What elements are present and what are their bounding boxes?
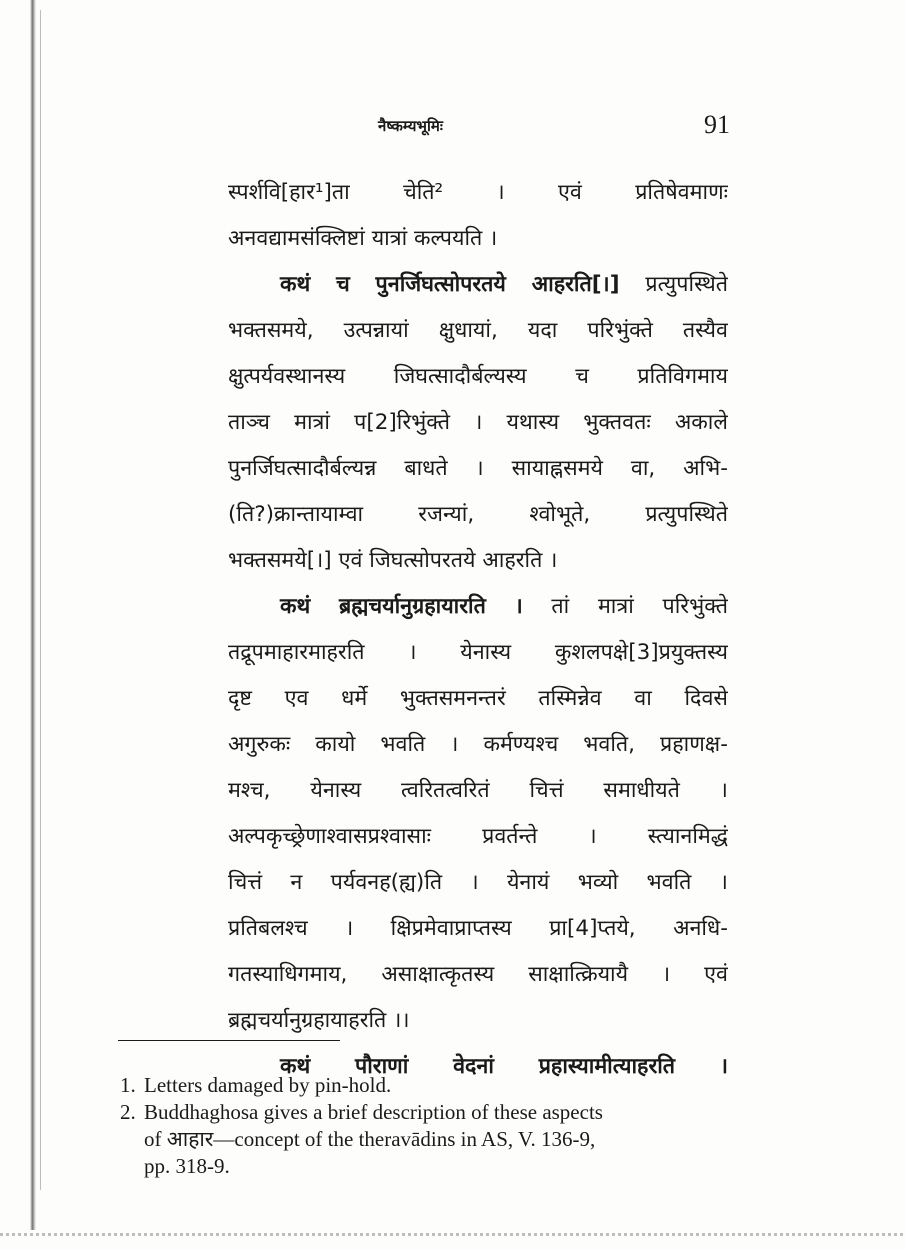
footnote-line: Buddhaghosa gives a brief description of these aspects: [144, 1100, 603, 1124]
word: साक्षात्क्रियायै: [528, 962, 629, 987]
word: कथं: [280, 1054, 311, 1079]
page-number: 91: [704, 110, 730, 139]
word: ।: [450, 732, 459, 757]
word: ।: [588, 824, 597, 849]
word: पुनर्जिघत्सोपरतये: [375, 272, 506, 297]
word: तद्रूपमाहारमाहरति: [228, 640, 365, 665]
word: ।: [474, 410, 483, 435]
text-line: [228, 630, 728, 676]
word: ब्रह्मचर्यानुग्रहायाहरति: [228, 1008, 387, 1033]
footnote-number: 2.: [120, 1100, 136, 1124]
word: दिवसे: [684, 686, 728, 711]
word: तां: [551, 594, 570, 619]
word: भक्तसमये[।]: [228, 548, 332, 573]
text-line: [228, 354, 728, 400]
text-line: [228, 722, 728, 768]
text-line: [228, 492, 728, 538]
word: ।: [719, 870, 728, 895]
text-line: [228, 538, 728, 584]
word: प्रतिबलश्च: [228, 916, 308, 941]
text-line: [228, 446, 728, 492]
word: अल्पकृच्छ्रेणाश्वासप्रश्वासाः: [228, 824, 432, 849]
word: आहरति: [482, 548, 543, 573]
word: च: [575, 364, 589, 389]
word: ।: [549, 548, 558, 573]
text-line: [228, 262, 728, 308]
word: मात्रां: [294, 410, 330, 435]
text-line: [228, 998, 728, 1044]
scan-bottom-edge: [0, 1233, 906, 1236]
word: प्रवर्तन्ते: [482, 824, 538, 849]
word: चित्तं: [529, 778, 564, 803]
word: समाधीयते: [603, 778, 680, 803]
word: ।: [345, 916, 354, 941]
footnote-line: Letters damaged by pin-hold.: [144, 1073, 392, 1097]
word: जिघत्सोपरतये: [369, 548, 476, 573]
word: क्षिप्रमेवाप्राप्तस्य: [390, 916, 512, 941]
word: क्षुत्पर्यवस्थानस्य: [228, 364, 346, 389]
word: रजन्यां,: [418, 502, 475, 527]
word: जिघत्सादौर्बल्यस्य: [393, 364, 527, 389]
word: प्रहाणक्ष-: [660, 732, 728, 757]
word: ।: [719, 1054, 728, 1079]
word: एवं: [338, 548, 363, 573]
word: ।: [408, 640, 417, 665]
word: पर्यवनह(ह्य)ति: [330, 870, 443, 895]
word: कथं: [280, 594, 311, 619]
text-line: [228, 584, 728, 630]
word: तस्यैव: [682, 318, 728, 343]
word: प्रत्युपस्थिते: [645, 502, 728, 527]
footnote-2: [120, 1099, 730, 1180]
word: प्रा[4]प्तये,: [549, 916, 636, 941]
word: कथं: [280, 272, 311, 297]
word: प[2]रिभुंक्ते: [354, 410, 451, 435]
word: ।: [514, 594, 523, 619]
text-line: [228, 308, 728, 354]
word: एवं: [558, 180, 582, 205]
word: भवति,: [583, 732, 636, 757]
word: प्रहास्यामीत्याहरति: [538, 1054, 676, 1079]
footnote-rule: [118, 1040, 340, 1041]
text-line: [228, 768, 728, 814]
word: अभि-: [683, 456, 728, 481]
text-line: [228, 814, 728, 860]
word: मात्रां: [597, 594, 634, 619]
word: त्वरितत्वरितं: [401, 778, 490, 803]
running-head: नैष्कम्यभूमिः: [378, 117, 443, 135]
word: कल्पयति: [414, 226, 483, 251]
word: चेति²: [403, 180, 444, 205]
word: (ति?)क्रान्तायाम्वा: [228, 502, 364, 527]
word: चित्तं: [228, 870, 263, 895]
word: पुनर्जिघत्सादौर्बल्यन्न: [228, 456, 377, 481]
text-line: [228, 860, 728, 906]
word: च: [336, 272, 350, 297]
word: आहरति[।]: [531, 272, 620, 297]
word: गतस्याधिगमाय,: [228, 962, 348, 987]
word: यथास्य: [506, 410, 560, 435]
word: भवति: [646, 870, 692, 895]
word: क्षुधायां,: [438, 318, 498, 343]
text-line: [228, 216, 728, 262]
word: अकाले: [674, 410, 728, 435]
footnotes: [120, 1072, 730, 1180]
word: प्रतिविगमाय: [637, 364, 728, 389]
word: येनायं: [506, 870, 550, 895]
binding-line: [40, 10, 41, 1190]
word: एवं: [704, 962, 728, 987]
word: परिभुंक्ते: [662, 594, 728, 619]
word: भव्यो: [577, 870, 619, 895]
word: स्त्यानमिद्धं: [647, 824, 728, 849]
word: येनास्य: [310, 778, 362, 803]
word: पौराणां: [355, 1054, 409, 1079]
word: उत्पन्नायां: [343, 318, 409, 343]
word: असाक्षात्कृतस्य: [381, 962, 495, 987]
word: कुशलपक्षे[3]प्रयुक्तस्य: [554, 640, 728, 665]
word: धर्मे: [341, 686, 368, 711]
word: बाधते: [404, 456, 448, 481]
text-line: [228, 952, 728, 998]
word: भक्तसमये,: [228, 318, 314, 343]
word: ।: [719, 778, 728, 803]
word: वेदनां: [453, 1054, 494, 1079]
word: कर्मण्यश्च: [483, 732, 559, 757]
word: भवति: [380, 732, 426, 757]
word: भुक्तवतः: [583, 410, 651, 435]
body-text: [228, 170, 728, 1090]
word: मश्च,: [228, 778, 271, 803]
text-line: [228, 906, 728, 952]
footnote-line: pp. 318-9.: [144, 1154, 230, 1178]
word: परिभुंक्ते: [587, 318, 653, 343]
word: वा: [634, 686, 652, 711]
word: श्वोभूते,: [529, 502, 591, 527]
word: ।: [496, 180, 505, 205]
word: ताञ्च: [228, 410, 270, 435]
text-line: [228, 676, 728, 722]
word: येनास्य: [460, 640, 512, 665]
word: अगुरुकः: [228, 732, 291, 757]
word: ।: [470, 870, 479, 895]
footnote-line: of आहार—concept of the theravādins in AS, V. 136-9,: [144, 1127, 596, 1151]
word: प्रत्युपस्थिते: [645, 272, 728, 297]
text-line: [228, 170, 728, 216]
word: प्रतिषेवमाणः: [635, 180, 728, 205]
word: ।।: [393, 1008, 410, 1033]
binding-shadow: [30, 0, 36, 1230]
word: सायाह्नसमये: [511, 456, 603, 481]
word: वा,: [630, 456, 656, 481]
word: स्पर्शवि[हार¹]ता: [228, 180, 350, 205]
word: ।: [489, 226, 498, 251]
word: कायो: [315, 732, 356, 757]
word: अनधि-: [673, 916, 728, 941]
word: ।: [662, 962, 671, 987]
word: यात्रां: [371, 226, 408, 251]
word: ।: [475, 456, 484, 481]
footnote-1: [120, 1072, 730, 1099]
word: भुक्तसमनन्तरं: [399, 686, 506, 711]
word: एव: [284, 686, 309, 711]
word: न: [290, 870, 303, 895]
word: ब्रह्मचर्यानुग्रहायारति: [338, 594, 486, 619]
word: अनवद्यामसंक्लिष्टां: [228, 226, 365, 251]
text-line: [228, 400, 728, 446]
word: तस्मिन्नेव: [538, 686, 602, 711]
word: दृष्ट: [228, 686, 252, 711]
word: यदा: [527, 318, 558, 343]
footnote-number: 1.: [120, 1073, 136, 1097]
